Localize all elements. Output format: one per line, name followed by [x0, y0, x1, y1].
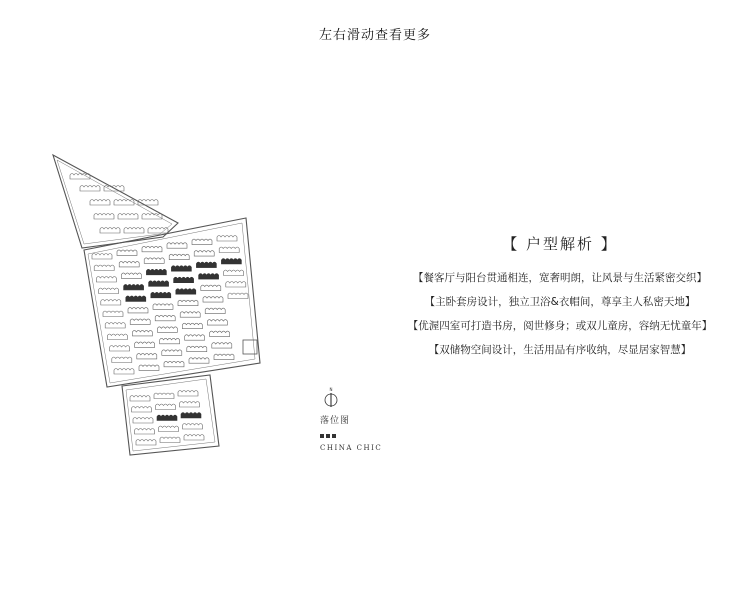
building	[153, 304, 173, 310]
building	[154, 393, 174, 399]
highlighted-building	[176, 289, 196, 295]
building	[118, 214, 138, 220]
building	[142, 246, 162, 252]
legend-marker-icon	[320, 434, 390, 438]
building	[105, 323, 125, 329]
legend-brand: CHINA CHIC	[320, 444, 383, 452]
building	[219, 247, 239, 253]
building	[101, 300, 121, 306]
highlighted-building	[181, 413, 201, 419]
building	[80, 186, 100, 192]
building	[192, 239, 212, 245]
building	[185, 335, 205, 341]
building	[139, 365, 159, 371]
highlighted-building	[221, 259, 241, 265]
building	[217, 236, 237, 242]
building	[100, 228, 120, 234]
building	[180, 312, 200, 318]
building	[148, 228, 168, 234]
building	[207, 320, 227, 326]
building	[169, 254, 189, 260]
building	[92, 254, 112, 260]
building	[107, 334, 127, 340]
building	[112, 357, 132, 363]
building	[130, 319, 150, 325]
building	[205, 308, 225, 314]
building	[132, 407, 152, 413]
building	[178, 391, 198, 397]
building	[121, 273, 141, 279]
building	[180, 402, 200, 408]
building	[157, 327, 177, 333]
floorplan-analysis-panel	[395, 233, 725, 362]
building	[144, 258, 164, 264]
highlighted-building	[146, 269, 166, 275]
building	[96, 277, 116, 283]
highlighted-building	[157, 415, 177, 421]
building	[136, 440, 156, 446]
building	[137, 353, 157, 359]
building	[135, 342, 155, 348]
building	[135, 429, 155, 435]
building	[159, 426, 179, 432]
building	[226, 282, 246, 288]
building	[114, 369, 134, 375]
north-compass-icon	[324, 386, 338, 408]
feature-item: 【优渥四室可打造书房，阅世修身；或双儿童房，容纳无忧童年】	[407, 320, 713, 332]
building	[183, 424, 203, 430]
building	[114, 200, 134, 206]
building	[124, 228, 144, 234]
building	[167, 243, 187, 249]
building	[155, 315, 175, 321]
building	[90, 200, 110, 206]
legend-title: 落位图	[320, 416, 351, 426]
building	[70, 174, 90, 180]
svg-text:N: N	[329, 387, 333, 392]
highlighted-building	[196, 262, 216, 268]
building	[224, 270, 244, 276]
building	[201, 285, 221, 291]
building	[128, 307, 148, 313]
building	[142, 214, 162, 220]
panel-title: 【 户型解析 】	[502, 235, 618, 253]
building	[160, 338, 180, 344]
building	[194, 251, 214, 257]
building	[203, 297, 223, 303]
building	[156, 404, 176, 410]
building	[130, 396, 150, 402]
building	[103, 311, 123, 317]
highlighted-building	[199, 274, 219, 280]
feature-item: 【主卧套房设计，独立卫浴&衣帽间，尊享主人私密天地】	[424, 296, 696, 308]
building	[119, 261, 139, 267]
building-rows	[70, 174, 248, 446]
building	[160, 437, 180, 443]
building	[182, 323, 202, 329]
building	[133, 418, 153, 424]
highlighted-building	[149, 281, 169, 287]
building	[212, 343, 232, 349]
building	[178, 300, 198, 306]
feature-item: 【双储物空间设计，生活用品有序收纳，尽显居家智慧】	[428, 344, 692, 356]
highlighted-building	[126, 296, 146, 302]
highlighted-building	[171, 266, 191, 272]
building	[210, 331, 230, 337]
highlighted-building	[124, 284, 144, 290]
building	[132, 330, 152, 336]
building	[184, 435, 204, 441]
highlighted-building	[174, 277, 194, 283]
building	[187, 346, 207, 352]
building	[110, 346, 130, 352]
building	[214, 354, 234, 360]
building	[117, 250, 137, 256]
building	[228, 293, 248, 299]
building	[94, 265, 114, 271]
swipe-hint: 左右滑动查看更多	[318, 28, 431, 43]
building	[99, 288, 119, 294]
highlighted-building	[151, 292, 171, 298]
feature-item: 【餐客厅与阳台贯通相连，宽奢明朗，让风景与生活紧密交织】	[413, 272, 707, 284]
legend	[320, 386, 390, 452]
building	[162, 350, 182, 356]
building	[94, 214, 114, 220]
building	[164, 361, 184, 367]
building	[189, 358, 209, 364]
